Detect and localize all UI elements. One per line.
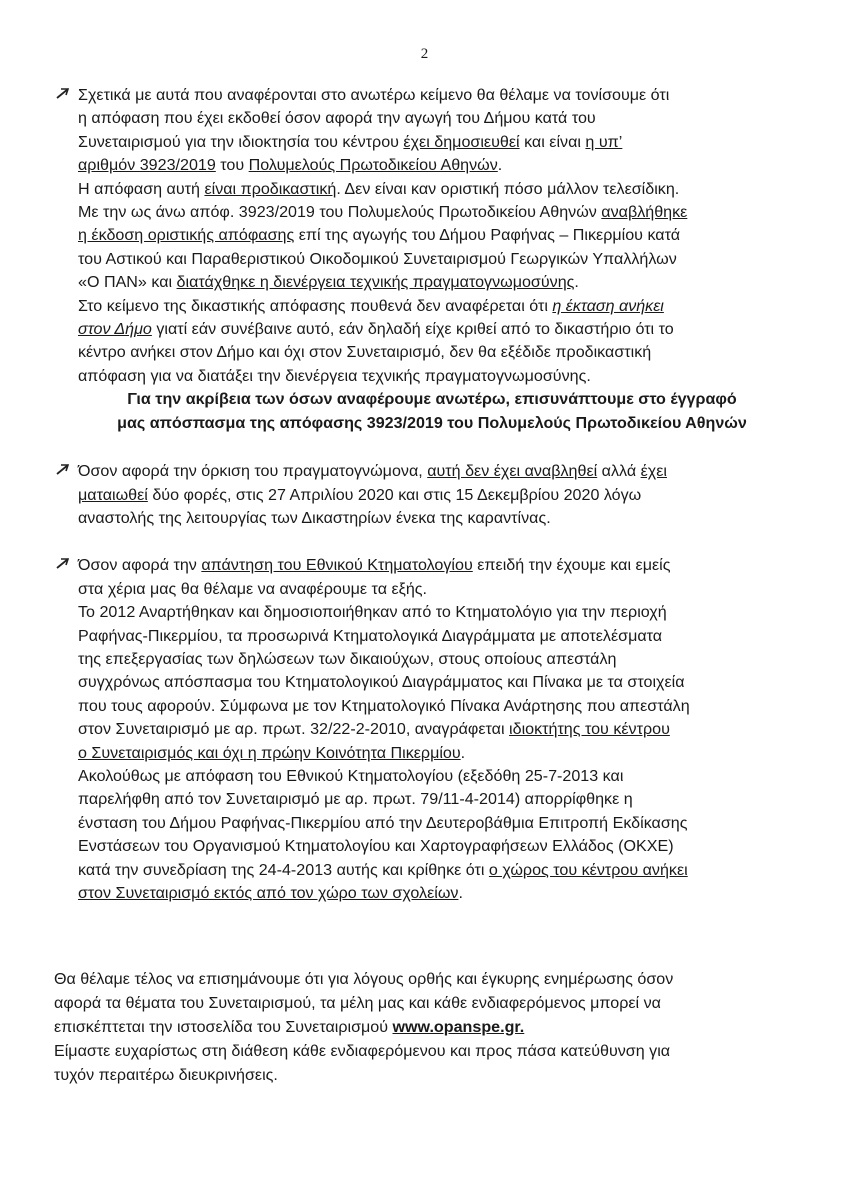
underlined-text: αριθμόν 3923/2019 bbox=[78, 156, 216, 175]
website-link[interactable]: www.opanspe.gr. bbox=[392, 1018, 525, 1036]
paragraph-line: Με την ως άνω απόφ. 3923/2019 του Πολυμελούς Πρωτοδικείου Αθηνών αναβλήθηκε bbox=[78, 203, 688, 222]
underlined-text: η έκδοση οριστικής απόφασης bbox=[78, 226, 295, 245]
paragraph-line: στον Δήμο γιατί εάν συνέβαινε αυτό, εάν δηλαδή είχε κριθεί από το δικαστήριο ότι το bbox=[78, 320, 674, 339]
paragraph-line: Σχετικά με αυτά που αναφέρονται στο ανωτέρω κείμενο θα θέλαμε να τονίσουμε ότι bbox=[78, 86, 670, 104]
paragraph-line: κατά την συνεδρίαση της 24-4-2013 αυτής και κρίθηκε ότι ο χώρος του κέντρου ανήκει bbox=[78, 860, 688, 879]
paragraph-line: του Αστικού και Παραθεριστικού Οικοδομικού Συνεταιρισμού Γεωργικών Υπαλλήλων bbox=[78, 249, 677, 268]
paragraph-line: αναστολής της λειτουργίας των Δικαστηρίων ένεκα της καραντίνας. bbox=[78, 508, 551, 527]
bold-statement: Για την ακρίβεια των όσων αναφέρουμε ανωτέρω, επισυνάπτουμε στο έγγραφό bbox=[127, 390, 737, 409]
underlined-italic-text: η έκταση ανήκει bbox=[552, 296, 664, 315]
underlined-text: είναι προδικαστική bbox=[204, 179, 337, 198]
underlined-text: έχει bbox=[640, 462, 667, 481]
paragraph-line: Στο κείμενο της δικαστικής απόφασης πουθενά δεν αναφέρεται ότι η έκταση ανήκει bbox=[78, 296, 664, 315]
paragraph-line: η έκδοση οριστικής απόφασης επί της αγωγής του Δήμου Ραφήνας – Πικερμίου κατά bbox=[78, 226, 681, 245]
paragraph-line: Το 2012 Αναρτήθηκαν και δημοσιοποιήθηκαν από το Κτηματολόγιο για την περιοχή bbox=[78, 603, 667, 622]
paragraph-line: ο Συνεταιρισμός και όχι η πρώην Κοινότητα Πικερμίου. bbox=[78, 743, 466, 762]
paragraph-line: συγχρόνως απόσπασμα του Κτηματολογικού Διαγράμματος και Πίνακα με τα στοιχεία bbox=[78, 673, 685, 692]
paragraph-line: Όσον αφορά την απάντηση του Εθνικού Κτηματολογίου επειδή την έχουμε και εμείς bbox=[78, 556, 671, 575]
paragraph-line: ματαιωθεί δύο φορές, στις 27 Απριλίου 2020 και στις 15 Δεκεμβρίου 2020 λόγω bbox=[78, 485, 642, 504]
underlined-italic-text: στον Δήμο bbox=[78, 320, 152, 339]
paragraph-line: παρελήφθη από τον Συνεταιρισμό με αρ. πρωτ. 79/11-4-2014) απορρίφθηκε η bbox=[78, 790, 633, 809]
paragraph-line: η απόφαση που έχει εκδοθεί όσον αφορά την αγωγή του Δήμου κατά του bbox=[78, 109, 596, 128]
underlined-text: διατάχθηκε η διενέργεια τεχνικής πραγματογνωμοσύνης bbox=[176, 273, 575, 292]
underlined-text: η υπ’ bbox=[585, 132, 623, 151]
paragraph-line: κέντρο ανήκει στον Δήμο και όχι στον Συνεταιρισμό, δεν θα εξέδιδε προδικαστική bbox=[78, 343, 652, 362]
paragraph-line: αφορά τα θέματα του Συνεταιρισμού, τα μέλη μας και κάθε ενδιαφερόμενος μπορεί να bbox=[54, 994, 661, 1012]
paragraph-line: απόφαση για να διατάξει την διενέργεια τεχνικής πραγματογνωμοσύνης. bbox=[78, 366, 591, 385]
paragraph-line: Ενστάσεων του Οργανισμού Κτηματολογίου και Χαρτογραφήσεων Ελλάδος (ΟΚΧΕ) bbox=[78, 837, 674, 856]
arrow-bullet-icon bbox=[56, 462, 70, 476]
paragraph-line: Συνεταιρισμού για την ιδιοκτησία του κέντρου έχει δημοσιευθεί και είναι η υπ’ bbox=[78, 132, 623, 151]
paragraph-line: Ακολούθως με απόφαση του Εθνικού Κτηματολογίου (εξεδόθη 25-7-2013 και bbox=[78, 766, 624, 785]
paragraph-line: στα χέρια μας θα θέλαμε να αναφέρουμε τα εξής. bbox=[78, 579, 428, 598]
paragraph-line: της επεξεργασίας των δηλώσεων των δικαιούχων, στους οποίους απεστάλη bbox=[78, 649, 617, 668]
paragraph-line: αριθμόν 3923/2019 του Πολυμελούς Πρωτοδικείου Αθηνών. bbox=[78, 156, 503, 175]
underlined-text: έχει δημοσιευθεί bbox=[403, 132, 520, 151]
arrow-bullet-icon bbox=[56, 556, 70, 570]
paragraph-line: Η απόφαση αυτή είναι προδικαστική. Δεν είναι καν οριστική πόσο μάλλον τελεσίδικη. bbox=[78, 179, 680, 198]
page-number: 2 bbox=[420, 46, 429, 62]
underlined-text: στον Συνεταιρισμό εκτός από τον χώρο των σχολείων bbox=[78, 884, 459, 902]
paragraph-line: στον Συνεταιρισμό εκτός από τον χώρο των σχολείων. bbox=[78, 884, 463, 902]
underlined-text: ιδιοκτήτης του κέντρου bbox=[509, 720, 670, 739]
section-expert-oath bbox=[78, 460, 786, 530]
paragraph-line: Είμαστε ευχαρίστως στη διάθεση κάθε ενδιαφερόμενου και προς πάσα κατεύθυνση για bbox=[54, 1042, 671, 1060]
paragraph-line: Ραφήνας-Πικερμίου, τα προσωρινά Κτηματολογικά Διαγράμματα με αποτελέσματα bbox=[78, 626, 663, 645]
letter-body bbox=[78, 84, 786, 905]
paragraph-line: τυχόν περαιτέρω διευκρινήσεις. bbox=[54, 1066, 278, 1084]
section-court-decision bbox=[78, 84, 786, 435]
paragraph-line: που τους αφορούν. Σύμφωνα με τον Κτηματολογικό Πίνακα Ανάρτησης που απεστάλη bbox=[78, 696, 690, 715]
paragraph-line: στον Συνεταιρισμό με αρ. πρωτ. 32/22-2-2010, αναγράφεται ιδιοκτήτης του κέντρου bbox=[78, 720, 670, 739]
paragraph-line: Θα θέλαμε τέλος να επισημάνουμε ότι για λόγους ορθής και έγκυρης ενημέρωσης όσον bbox=[54, 970, 674, 988]
underlined-text: αναβλήθηκε bbox=[601, 203, 688, 222]
arrow-bullet-icon bbox=[56, 86, 70, 100]
paragraph-line: Όσον αφορά την όρκιση του πραγματογνώμονα, αυτή δεν έχει αναβληθεί αλλά έχει bbox=[78, 462, 667, 481]
closing-paragraph bbox=[54, 967, 789, 1087]
bold-statement: μας απόσπασμα της απόφασης 3923/2019 του Πολυμελούς Πρωτοδικείου Αθηνών bbox=[117, 413, 747, 432]
section-cadastre-response bbox=[78, 554, 786, 905]
underlined-text: ματαιωθεί bbox=[78, 485, 148, 504]
underlined-text: ο Συνεταιρισμός και όχι η πρώην Κοινότητα Πικερμίου bbox=[78, 743, 461, 762]
underlined-text: ο χώρος του κέντρου ανήκει bbox=[488, 860, 688, 879]
underlined-text: αυτή δεν έχει αναβληθεί bbox=[427, 462, 598, 481]
paragraph-line: ένσταση του Δήμου Ραφήνας-Πικερμίου από την Δευτεροβάθμια Επιτροπή Εκδίκασης bbox=[78, 813, 688, 832]
paragraph-line: «Ο ΠΑΝ» και διατάχθηκε η διενέργεια τεχνικής πραγματογνωμοσύνης. bbox=[78, 273, 579, 292]
underlined-text: Πολυμελούς Πρωτοδικείου Αθηνών bbox=[248, 156, 498, 175]
underlined-text: απάντηση του Εθνικού Κτηματολογίου bbox=[201, 556, 473, 575]
paragraph-line: επισκέπτεται την ιστοσελίδα του Συνεταιρισμού www.opanspe.gr. bbox=[54, 1018, 525, 1036]
